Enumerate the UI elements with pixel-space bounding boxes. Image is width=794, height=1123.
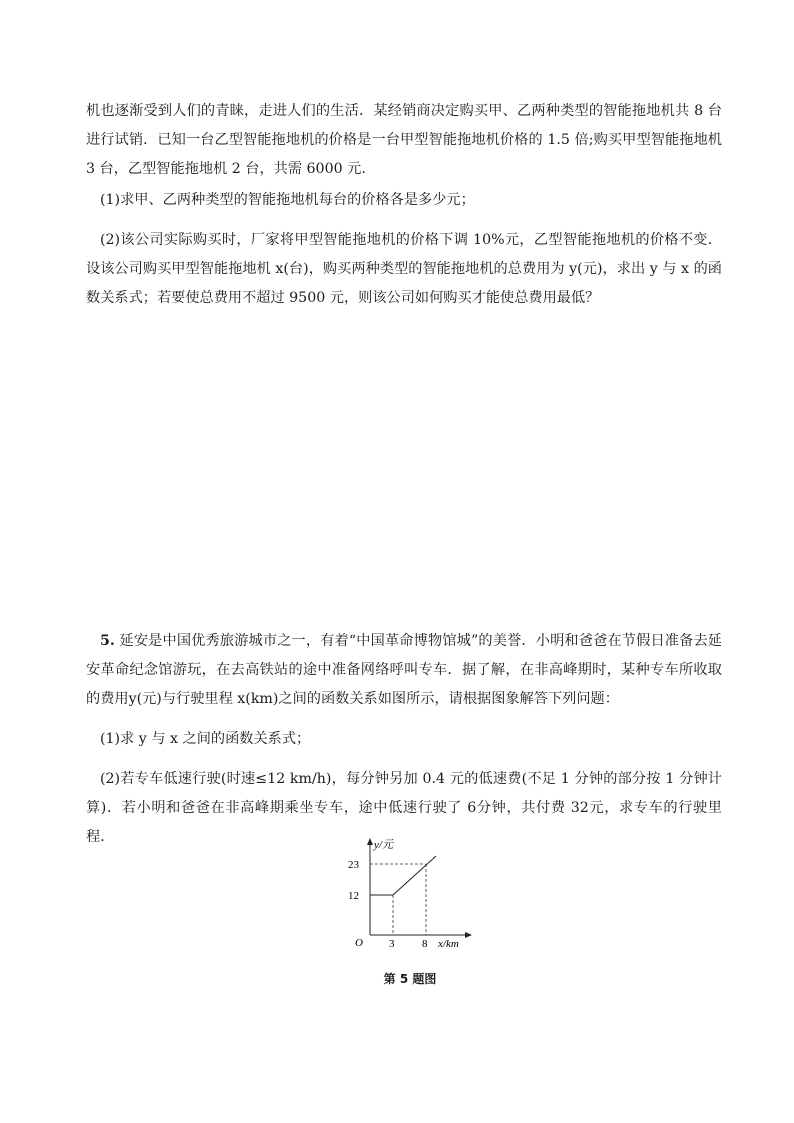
q5-part1 bbox=[86, 725, 722, 754]
x-tick-3: 3 bbox=[389, 938, 395, 950]
x-axis-label: x/km bbox=[438, 938, 459, 950]
x-axis-arrow bbox=[465, 932, 472, 938]
q5-part2-text: (2)若专车低速行驶(时速≤12 km/h)，每分钟另加 0.4 元的低速费(不足 1 分钟的部分按 1 分钟计算)．若小明和爸爸在非高峰期乘坐专车，途中低速行驶了 6分钟，共付费 32元，求专车的行驶里程． bbox=[86, 771, 722, 845]
y-axis-label: y/元 bbox=[374, 839, 393, 851]
q4-part1-text: (1)求甲、乙两种类型的智能拖地机每台的价格各是多少元； bbox=[100, 192, 475, 208]
q5-figure bbox=[340, 830, 480, 960]
origin-label: O bbox=[355, 937, 363, 949]
q4-part2-text: (2)该公司实际购买时，厂家将甲型智能拖地机的价格下调 10%元，乙型智能拖地机的价格不变．设该公司购买甲型智能拖地机 x(台)，购买两种类型的智能拖地机的总费用为 y(元)，求出 y 与 x 的函数关系式；若要使总费用不超过 9500 元，则该公司如何购买才能使总费用最低？ bbox=[86, 232, 722, 306]
x-tick-8: 8 bbox=[422, 938, 428, 950]
y-tick-23: 23 bbox=[348, 859, 359, 871]
q5-intro-text: 延安是中国优秀旅游城市之一，有着“中国革命博物馆城”的美誉．小明和爸爸在节假日准备去延安革命纪念馆游玩，在去高铁站的途中准备网络呼叫专车．据了解，在非高峰期时，某种专车所收取的费用y(元)与行驶里程 x(km)之间的函数关系如图所示，请根据图象解答下列问题： bbox=[86, 633, 722, 707]
y-axis-arrow bbox=[367, 838, 373, 845]
q4-part2 bbox=[86, 226, 722, 313]
q5-part1-text: (1)求 y 与 x 之间的函数关系式； bbox=[100, 731, 311, 747]
q5-figure-caption: 第 5 题图 bbox=[383, 972, 437, 986]
q5-intro bbox=[86, 627, 722, 714]
y-tick-12: 12 bbox=[348, 890, 359, 902]
q4-intro: 机也逐渐受到人们的青睐，走进人们的生活．某经销商决定购买甲、乙两种类型的智能拖地机共 8 台进行试销．已知一台乙型智能拖地机的价格是一台甲型智能拖地机价格的 1.5 倍;购买甲型智能拖地机 3 台，乙型智能拖地机 2 台，共需 6000 元. bbox=[86, 103, 722, 177]
q5-graph bbox=[340, 830, 480, 960]
q4-part1 bbox=[86, 186, 722, 215]
q5-number: 5. bbox=[100, 633, 115, 649]
